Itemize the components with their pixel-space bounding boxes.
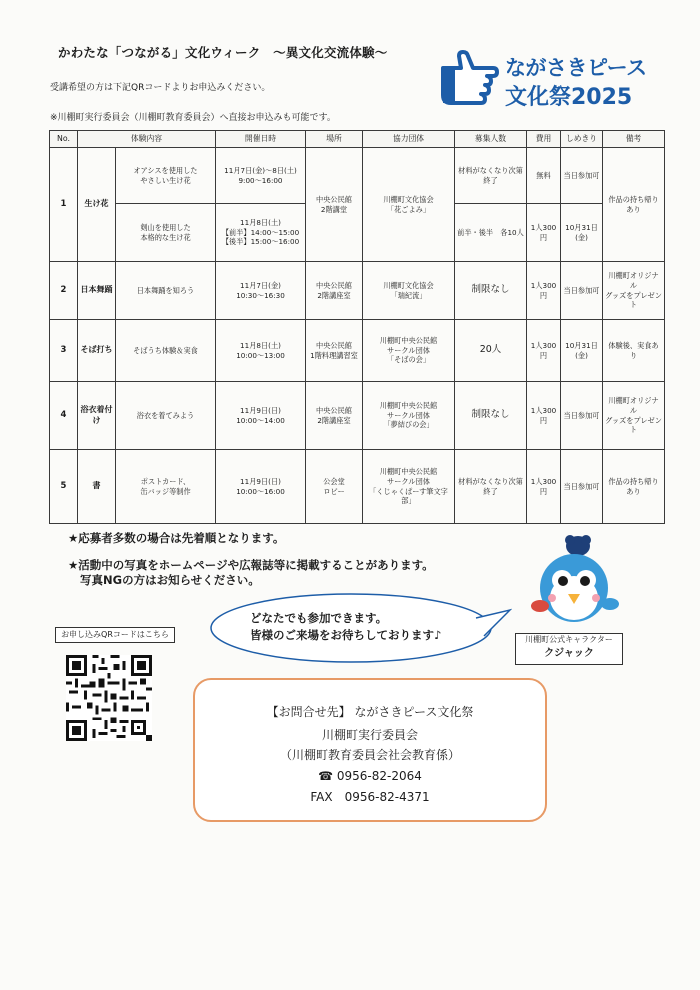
row-partner: 川棚町中央公民館 サークル団体 「夢結びの会」 <box>363 382 455 450</box>
row-content: 浴衣を着てみよう <box>116 382 216 450</box>
notice-photo: ★活動中の写真をホームページや広報誌等に掲載することがあります。 <box>68 558 434 572</box>
header-place: 場所 <box>306 131 363 148</box>
row-remark: 川棚町オリジナル グッズをプレゼント <box>603 262 665 320</box>
row-content: 日本舞踊を知ろう <box>116 262 216 320</box>
row-remark: 川棚町オリジナル グッズをプレゼント <box>603 382 665 450</box>
row-date: 11月9日(日) 10:00～14:00 <box>216 382 306 450</box>
contact-department: （川棚町教育委員会社会教育係） <box>279 748 460 762</box>
table-row <box>50 320 665 382</box>
bubble-line1: どなたでも参加できます。 <box>250 611 388 625</box>
row-capacity: 材料がなくなり次第 終了 <box>455 450 527 524</box>
row-place: 中央公民館 2階講堂 <box>306 148 363 262</box>
row-place: 中央公民館 1階料理講習室 <box>306 320 363 382</box>
row-content: ポストカード、 缶バッジ等制作 <box>116 450 216 524</box>
phone-icon: ☎ <box>318 769 334 783</box>
row-remark: 作品の持ち帰りあり <box>603 450 665 524</box>
row-partner: 川棚町文化協会 「花ごよみ」 <box>363 148 455 262</box>
contact-tel-number[interactable]: 0956-82-2064 <box>336 769 422 783</box>
contact-heading: 【お問合せ先】 ながさきピース文化祭 <box>266 705 474 719</box>
row-fee: 1人300 円 <box>527 204 561 262</box>
table-row <box>50 450 665 524</box>
row-genre: 生け花 <box>78 148 116 262</box>
character-caption: 川棚町公式キャラクター <box>525 635 613 644</box>
row-deadline: 10月31日 (金) <box>561 204 603 262</box>
row-content: オアシスを使用した やさしい生け花 <box>116 148 216 204</box>
row-genre: 日本舞踊 <box>78 262 116 320</box>
row-content: 剣山を使用した 本格的な生け花 <box>116 204 216 262</box>
page-title: かわたな「つながる」文化ウィーク ～異文化交流体験～ <box>58 45 388 60</box>
row-place: 中央公民館 2階講座室 <box>306 382 363 450</box>
header-no: No. <box>50 131 78 148</box>
row-fee: 無料 <box>527 148 561 204</box>
notice-photo-ng: 写真NGの方はお知らせください。 <box>80 573 260 587</box>
row-genre: そば打ち <box>78 320 116 382</box>
table-row <box>50 382 665 450</box>
row-number: 5 <box>50 450 78 524</box>
contact-fax: FAX 0956-82-4371 <box>310 790 430 804</box>
table-header-row <box>50 131 665 148</box>
row-fee: 1人300 円 <box>527 262 561 320</box>
hand-icon <box>437 50 501 112</box>
row-remark: 体験後、実食あり <box>603 320 665 382</box>
row-fee: 1人300 円 <box>527 320 561 382</box>
row-date: 11月7日(金) 10:30～16:30 <box>216 262 306 320</box>
character-name: クジャック <box>544 648 594 659</box>
qr-code-icon[interactable] <box>66 655 152 741</box>
row-capacity: 制限なし <box>455 382 527 450</box>
row-deadline: 10月31日 (金) <box>561 320 603 382</box>
row-number: 3 <box>50 320 78 382</box>
row-number: 2 <box>50 262 78 320</box>
row-date: 11月9日(日) 10:00～16:00 <box>216 450 306 524</box>
row-genre: 書 <box>78 450 116 524</box>
row-genre: 浴衣着付け <box>78 382 116 450</box>
row-capacity: 材料がなくなり次第 終了 <box>455 148 527 204</box>
row-number: 4 <box>50 382 78 450</box>
contact-box <box>193 678 547 822</box>
row-content: そばうち体験＆実食 <box>116 320 216 382</box>
row-capacity: 前半・後半 各10人 <box>455 204 527 262</box>
row-capacity: 制限なし <box>455 262 527 320</box>
logo-text-line1: ながさきピース <box>505 56 647 80</box>
row-deadline: 当日参加可 <box>561 382 603 450</box>
row-deadline: 当日参加可 <box>561 450 603 524</box>
header-remark: 備考 <box>603 131 665 148</box>
character-caption-box <box>515 633 623 665</box>
row-partner: 川棚町文化協会 「瑞紀流」 <box>363 262 455 320</box>
row-place: 公会堂 ロビー <box>306 450 363 524</box>
header-deadline: しめきり <box>561 131 603 148</box>
row-date: 11月7日(金)～8日(土) 9:00～16:00 <box>216 148 306 204</box>
row-remark: 作品の持ち帰りあり <box>603 148 665 262</box>
row-partner: 川棚町中央公民館 サークル団体 「そばの会」 <box>363 320 455 382</box>
bubble-line2: 皆様のご来場をお待ちしております♪ <box>250 628 442 642</box>
row-fee: 1人300 円 <box>527 382 561 450</box>
table-row <box>50 262 665 320</box>
row-date: 11月8日(土) 【前半】14:00～15:00 【後半】15:00～16:00 <box>216 204 306 262</box>
row-date: 11月8日(土) 10:00～13:00 <box>216 320 306 382</box>
qr-label: お申し込みQRコードはこちら <box>55 627 175 643</box>
header-content: 体験内容 <box>78 131 216 148</box>
notice-first-come: ★応募者多数の場合は先着順となります。 <box>68 531 285 545</box>
row-deadline: 当日参加可 <box>561 262 603 320</box>
row-capacity: 20人 <box>455 320 527 382</box>
festival-logo <box>437 50 657 112</box>
row-number: 1 <box>50 148 78 262</box>
events-table <box>49 130 665 524</box>
row-deadline: 当日参加可 <box>561 148 603 204</box>
header-date: 開催日時 <box>216 131 306 148</box>
header-capacity: 募集人数 <box>455 131 527 148</box>
row-partner: 川棚町中央公民館 サークル団体 「くじゃくぱーす筆文字部」 <box>363 450 455 524</box>
row-place: 中央公民館 2階講座室 <box>306 262 363 320</box>
logo-text-line2: 文化祭2025 <box>505 85 633 110</box>
table-row <box>50 148 665 204</box>
header-partner: 協力団体 <box>363 131 455 148</box>
intro-text: 受講希望の方は下記QRコードよりお申込みください。 <box>50 83 271 93</box>
contact-committee: 川棚町実行委員会 <box>321 728 418 742</box>
intro-note: ※川棚町実行委員会（川棚町教育委員会）へ直接お申込みも可能です。 <box>50 113 336 123</box>
contact-tel <box>195 769 545 783</box>
header-fee: 費用 <box>527 131 561 148</box>
row-fee: 1人300 円 <box>527 450 561 524</box>
